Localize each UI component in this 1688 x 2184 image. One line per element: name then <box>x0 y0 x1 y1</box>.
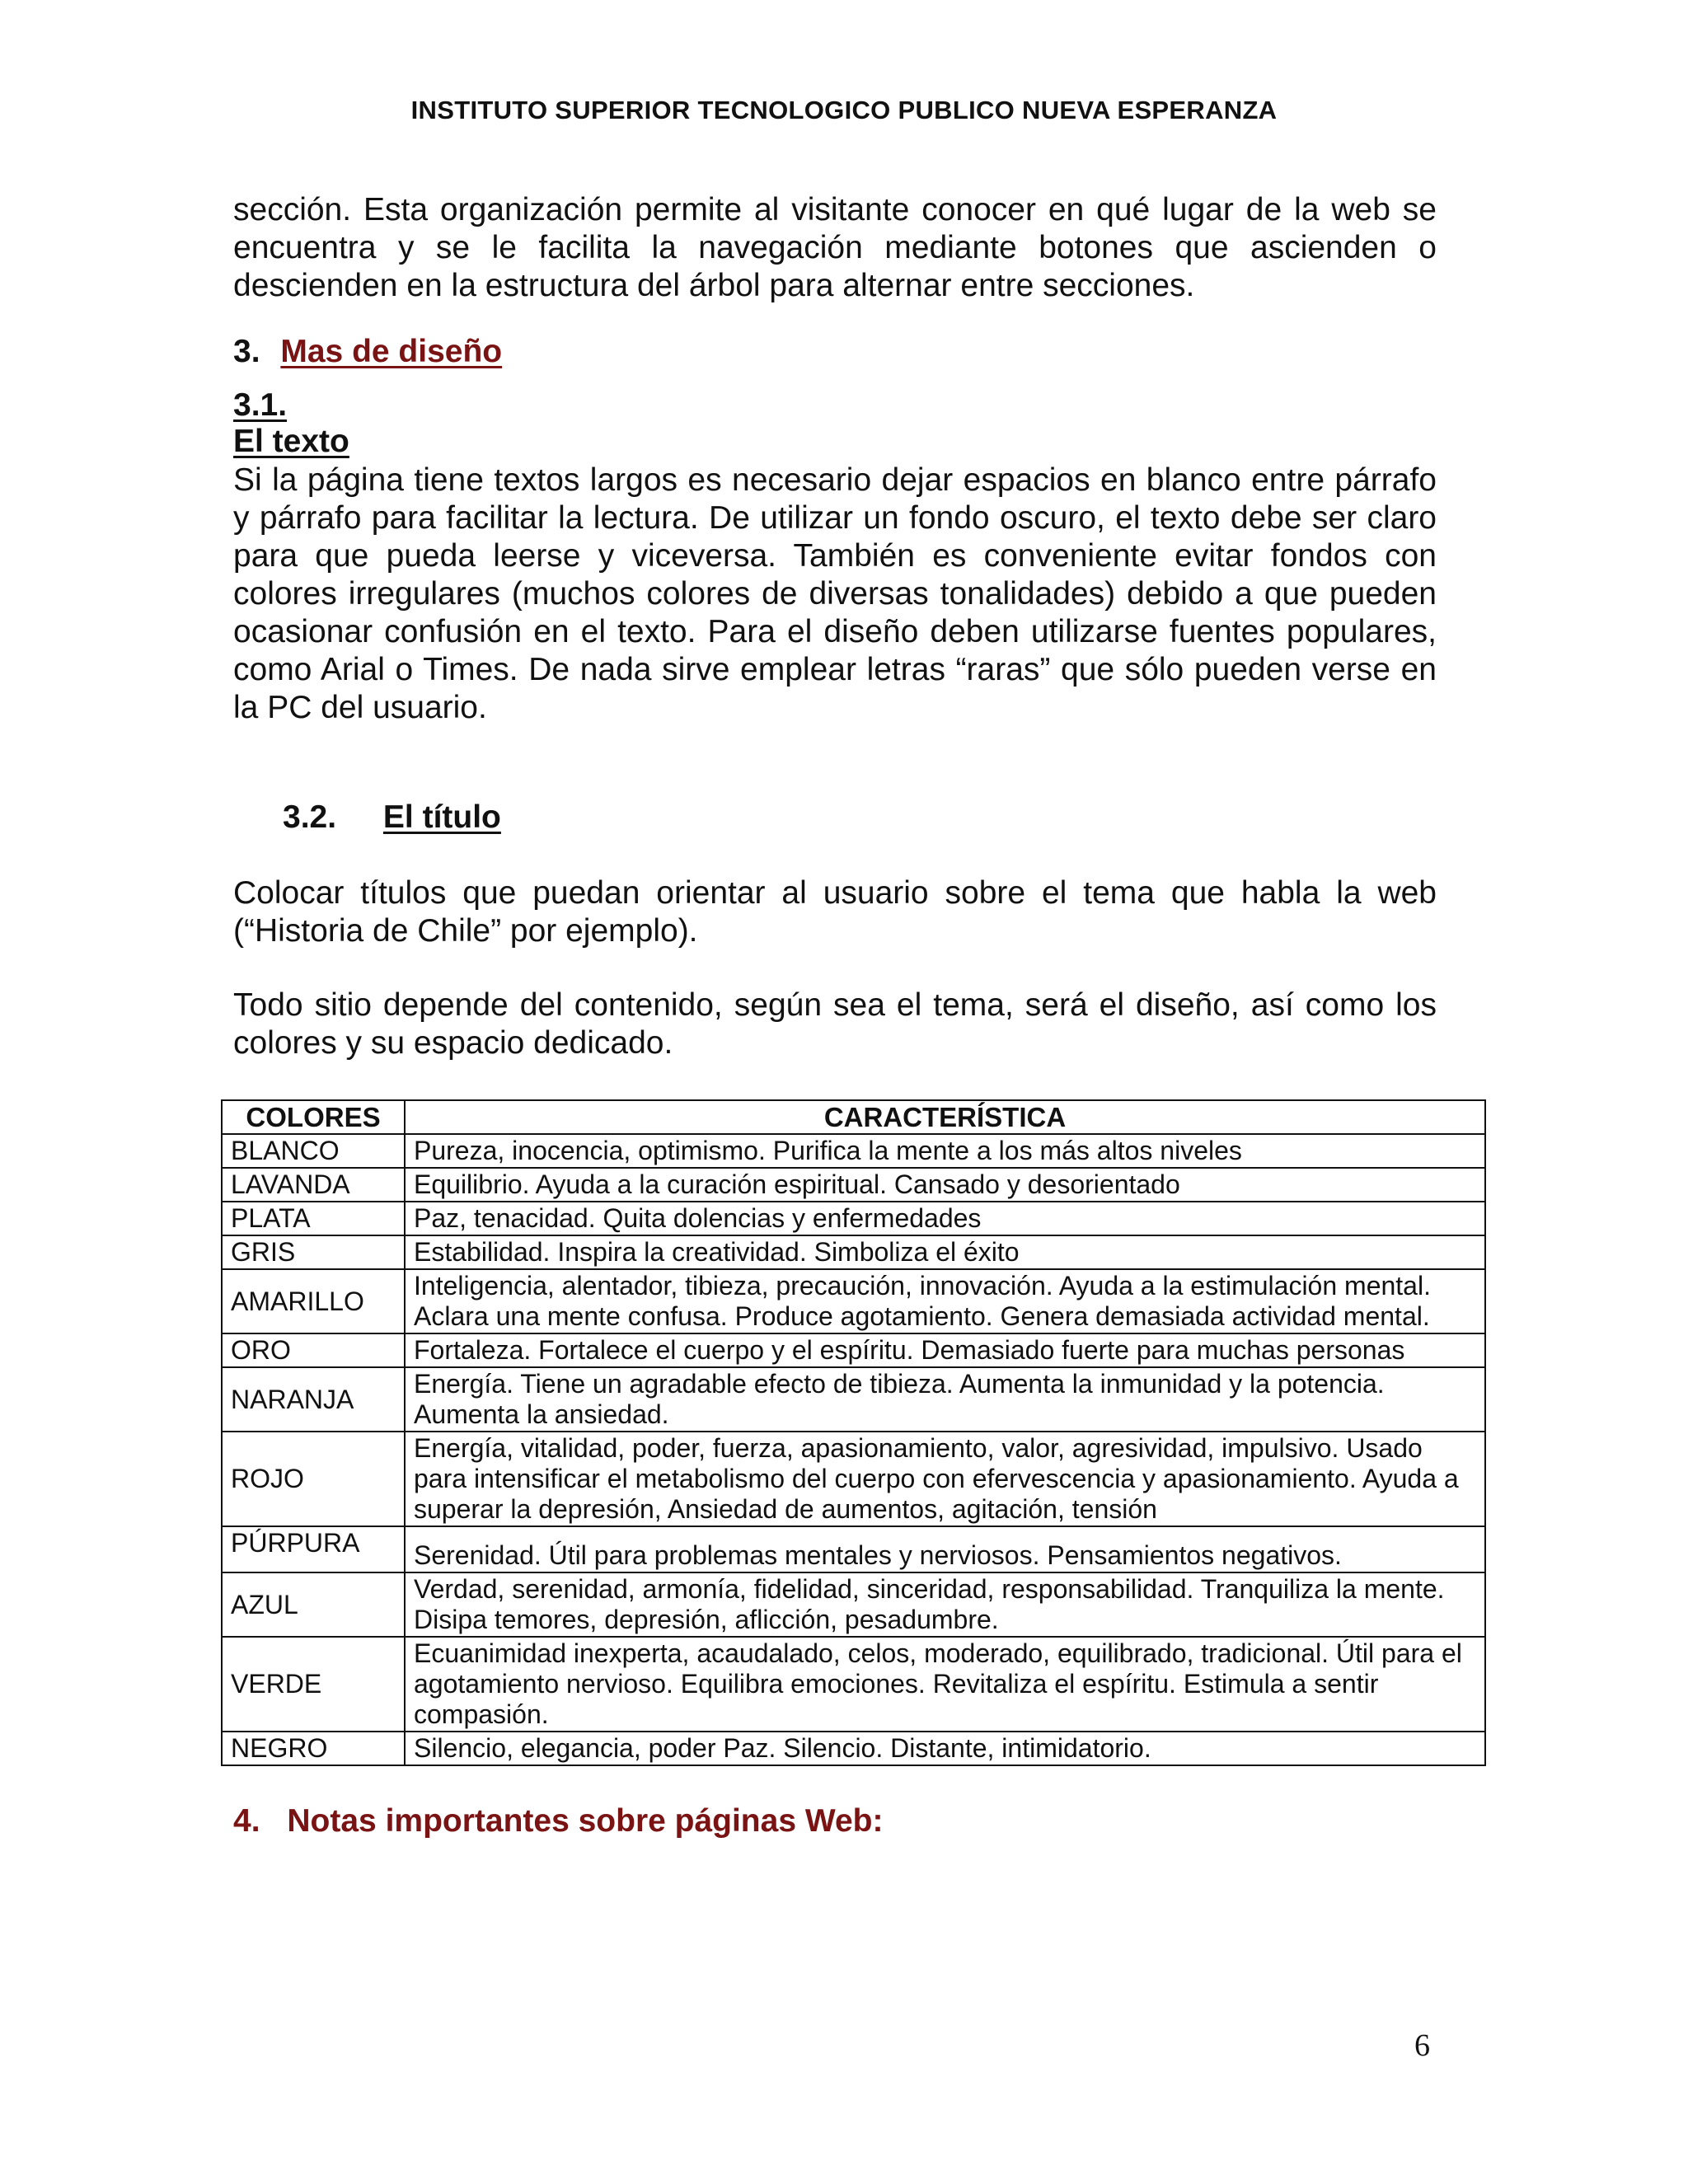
section-3-number: 3. <box>233 334 260 369</box>
table-row <box>222 1134 1485 1168</box>
color-description: Serenidad. Útil para problemas mentales y nerviosos. Pensamientos negativos. <box>405 1526 1485 1572</box>
intro-paragraph: sección. Esta organización permite al visitante conocer en qué lugar de la web se encuentra y se le facilita la navegación mediante botones que ascienden o descienden en la estructura del árbol para alternar entre secciones. <box>233 192 1437 303</box>
color-description: Fortaleza. Fortalece el cuerpo y el espíritu. Demasiado fuerte para muchas personas <box>405 1333 1485 1367</box>
color-description: Inteligencia, alentador, tibieza, precaución, innovación. Ayuda a la estimulación mental. Aclara una mente confusa. Produce agotamiento. Genera demasiada actividad mental. <box>405 1269 1485 1333</box>
color-name: AZUL <box>222 1572 405 1637</box>
table-row <box>222 1526 1485 1572</box>
color-name: PLATA <box>222 1202 405 1235</box>
color-name: PÚRPURA <box>222 1526 405 1572</box>
section-3-1-title: El texto <box>233 424 349 459</box>
table-row <box>222 1333 1485 1367</box>
color-description: Energía. Tiene un agradable efecto de tibieza. Aumenta la inmunidad y la potencia. Aumenta la ansiedad. <box>405 1367 1485 1432</box>
color-description: Paz, tenacidad. Quita dolencias y enfermedades <box>405 1202 1485 1235</box>
table-row <box>222 1367 1485 1432</box>
color-description: Equilibrio. Ayuda a la curación espiritual. Cansado y desorientado <box>405 1168 1485 1202</box>
color-name: BLANCO <box>222 1134 405 1168</box>
color-name: ROJO <box>222 1432 405 1526</box>
color-description: Pureza, inocencia, optimismo. Purifica la mente a los más altos niveles <box>405 1134 1485 1168</box>
page-number: 6 <box>1414 2028 1430 2063</box>
section-3-2-heading <box>283 799 501 836</box>
table-row <box>222 1732 1485 1765</box>
table-header-row <box>222 1100 1485 1134</box>
header-caracteristica: CARACTERÍSTICA <box>405 1100 1485 1134</box>
section-3-heading <box>233 334 502 370</box>
table-row <box>222 1572 1485 1637</box>
color-name: LAVANDA <box>222 1168 405 1202</box>
section-3-title: Mas de diseño <box>280 334 503 369</box>
color-description: Ecuanimidad inexperta, acaudalado, celos, moderado, equilibrado, tradicional. Útil para el agotamiento nervioso. Equilibra emociones. Revitaliza el espíritu. Estimula a sentir compasión. <box>405 1637 1485 1732</box>
table-row <box>222 1269 1485 1333</box>
table-row <box>222 1432 1485 1526</box>
header-colores: COLORES <box>222 1100 405 1134</box>
section-4-heading <box>233 1803 883 1840</box>
section-3-2-number: 3.2. <box>283 799 337 835</box>
color-name: AMARILLO <box>222 1269 405 1333</box>
color-description: Verdad, serenidad, armonía, fidelidad, sinceridad, responsabilidad. Tranquiliza la mente. Disipa temores, depresión, aflicción, pesadumbre. <box>405 1572 1485 1637</box>
color-name: VERDE <box>222 1637 405 1732</box>
table-row <box>222 1202 1485 1235</box>
color-name: NARANJA <box>222 1367 405 1432</box>
table-row <box>222 1235 1485 1269</box>
color-name: NEGRO <box>222 1732 405 1765</box>
section-4-number: 4. <box>233 1803 260 1839</box>
section-3-2-title: El título <box>382 799 501 835</box>
color-name: GRIS <box>222 1235 405 1269</box>
section-3-2-paragraph-1: Colocar títulos que puedan orientar al usuario sobre el tema que habla la web (“Historia de Chile” por ejemplo). <box>233 875 1437 949</box>
section-3-2-paragraph-2: Todo sitio depende del contenido, según sea el tema, será el diseño, así como los colores y su espacio dedicado. <box>233 987 1437 1061</box>
table-row <box>222 1168 1485 1202</box>
section-4-title: Notas importantes sobre páginas Web: <box>287 1803 884 1839</box>
page-header: INSTITUTO SUPERIOR TECNOLOGICO PUBLICO NUEVA ESPERANZA <box>410 96 1278 124</box>
section-3-1-number: 3.1. <box>233 387 288 423</box>
color-description: Energía, vitalidad, poder, fuerza, apasionamiento, valor, agresividad, impulsivo. Usado para intensificar el metabolismo del cuerpo con efervescencia y apasionamiento. Ayuda a superar la depresión, Ansiedad de aumentos, agitación, tensión <box>405 1432 1485 1526</box>
color-description: Silencio, elegancia, poder Paz. Silencio. Distante, intimidatorio. <box>405 1732 1485 1765</box>
colors-table <box>221 1099 1486 1766</box>
table-row <box>222 1637 1485 1732</box>
section-3-1-body: Si la página tiene textos largos es necesario dejar espacios en blanco entre párrafo y párrafo para facilitar la lectura. De utilizar un fondo oscuro, el texto debe ser claro para que pueda leerse y viceversa. También es conveniente evitar fondos con colores irregulares (muchos colores de diversas tonalidades) debido a que pueden ocasionar confusión en el texto. Para el diseño deben utilizarse fuentes populares, como Arial o Times. De nada sirve emplear letras “raras” que sólo pueden verse en la PC del usuario. <box>233 462 1437 725</box>
color-name: ORO <box>222 1333 405 1367</box>
color-description: Estabilidad. Inspira la creatividad. Simboliza el éxito <box>405 1235 1485 1269</box>
